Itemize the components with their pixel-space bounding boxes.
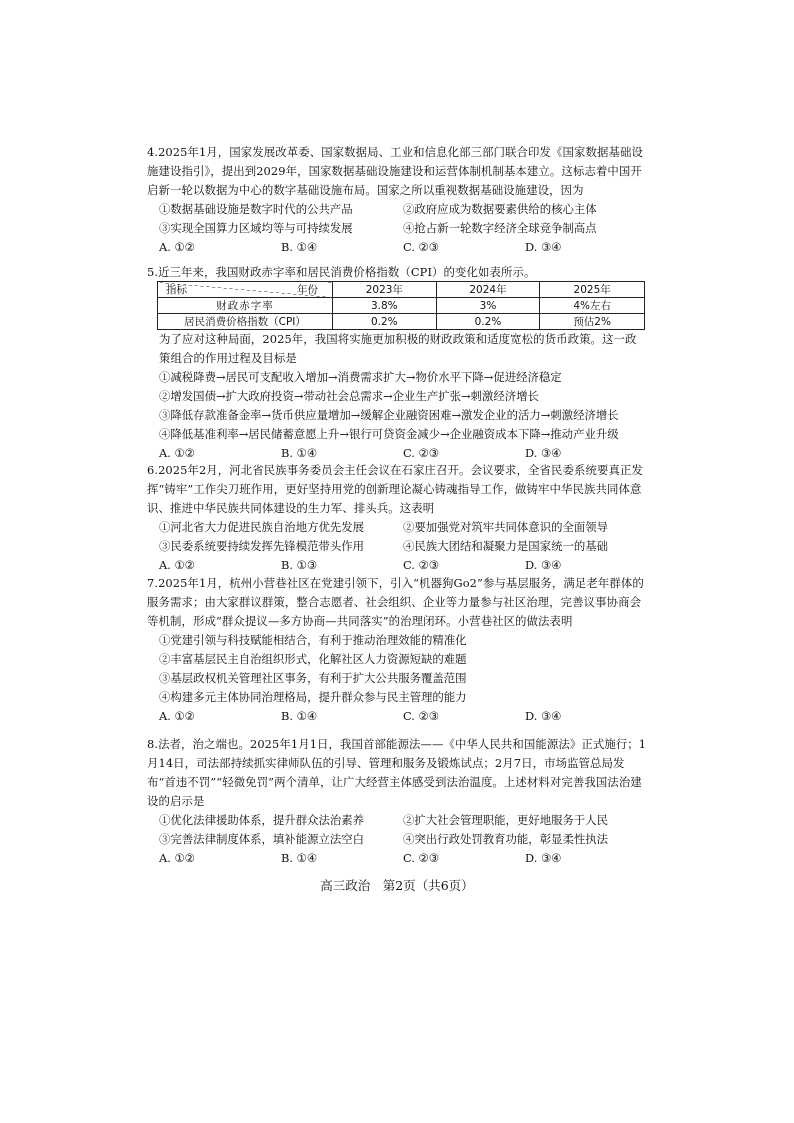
question-7-option-1: ①党建引领与科技赋能相结合，有利于推动治理效能的精准化 [159, 633, 467, 647]
year-header: 2024年 [436, 282, 540, 298]
answer-d: D. ③④ [525, 851, 562, 865]
question-5-stem: 5.近三年来，我国财政赤字率和居民消费价格指数（CPI）的变化如表所示。 [147, 265, 536, 279]
question-4-stem: 4.2025年1月，国家发展改革委、国家数据局、工业和信息化部三部门联合印发《国家数据基础设施建设指引》，提出到2029年，国家数据基础设施建设和运营体制机制基本建立。这标志着中国开启新一轮以数据为中心的数字基础设施布局。国家之所以重视数据基础设施建设，因为 [147, 145, 643, 197]
table-cell: 3.8% [333, 298, 437, 314]
table-cell: 3% [436, 298, 540, 314]
question-7-option-2: ②丰富基层民主自治组织形式，化解社区人力资源短缺的难题 [159, 652, 467, 666]
question-5-option-3: ③降低存款准备金率→货币供应量增加→缓解企业融资困难→激发企业的活力→刺激经济增长 [159, 408, 619, 422]
answer-b: B. ①③ [281, 558, 318, 572]
question-4-answers [159, 238, 647, 257]
question-4-option-1: ①数据基础设施是数字时代的公共产品 [159, 202, 353, 216]
question-6-stem: 6.2025年2月，河北省民族事务委员会主任会议在石家庄召开。会议要求，全省民委系统要真正发挥“铸牢”工作尖刀班作用，更好坚持用党的创新理论凝心铸魂指导工作，做铸牢中华民族共同体意识、推进中华民族共同体建设的生力军、排头兵。这表明 [147, 463, 643, 515]
answer-d: D. ③④ [525, 240, 562, 254]
answer-c: C. ②③ [403, 240, 439, 254]
answer-a: A. ①② [159, 446, 195, 460]
question-4-option-3: ③实现全国算力区域均等与可持续发展 [159, 221, 353, 235]
question-7 [147, 574, 647, 726]
row-label-cpi: 居民消费价格指数（CPI） [158, 314, 333, 330]
answer-a: A. ①② [159, 851, 195, 865]
question-7-option-3: ③基层政权机关管理社区事务，有利于扩大公共服务覆盖范围 [159, 671, 467, 685]
question-4-option-4: ④抢占新一轮数字经济全球竞争制高点 [403, 221, 597, 235]
question-8-answers [159, 849, 647, 868]
question-5-stem-2: 为了应对这种局面，2025年，我国将实施更加积极的财政政策和适度宽松的货币政策。这一政策组合的作用过程及目标是 [159, 332, 637, 365]
answer-c: C. ②③ [403, 709, 439, 723]
question-6 [147, 461, 647, 575]
answer-d: D. ③④ [525, 558, 562, 572]
year-header: 2023年 [333, 282, 437, 298]
question-7-option-4: ④构建多元主体协同治理格局，提升群众参与民主管理的能力 [159, 690, 467, 704]
answer-b: B. ①④ [281, 851, 318, 865]
question-4 [147, 143, 647, 257]
question-7-stem: 7.2025年1月，杭州小营巷社区在党建引领下，引入“机器狗Go2”参与基层服务，满足老年群体的服务需求；由大家群议群策，整合志愿者、社会组织、企业等力量参与社区治理，完善议事协商会等机制，形成“群众提议—多方协商—共同落实”的治理闭环。小营巷社区的做法表明 [147, 576, 644, 628]
question-6-answers [159, 556, 647, 575]
answer-b: B. ①④ [281, 446, 318, 460]
row-label-deficit: 财政赤字率 [158, 298, 333, 314]
corner-label-year: 年份 [297, 284, 318, 296]
question-5-option-2: ②增发国债→扩大政府投资→带动社会总需求→企业生产扩张→刺激经济增长 [159, 389, 539, 403]
question-5-option-1: ①减税降费→居民可支配收入增加→消费需求扩大→物价水平下降→促进经济稳定 [159, 370, 562, 384]
question-6-option-3: ③民委系统要持续发挥先锋模范带头作用 [159, 539, 365, 553]
question-8-option-3: ③完善法律制度体系，填补能源立法空白 [159, 832, 365, 846]
question-8 [147, 735, 647, 868]
cpi-deficit-table [157, 281, 645, 330]
question-4-option-2: ②政府应成为数据要素供给的核心主体 [403, 202, 597, 216]
answer-b: B. ①④ [281, 240, 318, 254]
question-7-answers [159, 707, 647, 726]
answer-c: C. ②③ [403, 558, 439, 572]
table-cell: 预估2% [540, 314, 645, 330]
answer-d: D. ③④ [525, 446, 562, 460]
answer-b: B. ①④ [281, 709, 318, 723]
question-8-stem: 8.法者，治之端也。2025年1月1日，我国首部能源法——《中华人民共和国能源法》正式施行；1月14日，司法部持续抓实律师队伍的引导、管理和服务及锻炼试点；2月7日，市场监管总局发布“首违不罚”“轻微免罚”两个清单，让广大经营主体感受到法治温度。上述材料对完善我国法治建设的启示是 [147, 737, 647, 808]
question-8-option-1: ①优化法律援助体系，提升群众法治素养 [159, 813, 365, 827]
question-8-option-2: ②扩大社会管理职能，更好地服务于人民 [403, 813, 609, 827]
answer-c: C. ②③ [403, 446, 439, 460]
question-5-body [147, 330, 647, 463]
question-6-option-4: ④民族大团结和凝聚力是国家统一的基础 [403, 539, 609, 553]
answer-a: A. ①② [159, 709, 195, 723]
answer-a: A. ①② [159, 240, 195, 254]
question-8-option-4: ④突出行政处罚教育功能，彰显柔性执法 [403, 832, 609, 846]
corner-label-indicator: 指标 [166, 284, 187, 296]
question-6-option-2: ②要加强党对筑牢共同体意识的全面领导 [403, 520, 609, 534]
table-corner [158, 282, 333, 298]
page-footer: 高三政治 第2页（共6页） [320, 878, 474, 893]
table-cell: 4%左右 [540, 298, 645, 314]
answer-d: D. ③④ [525, 709, 562, 723]
answer-c: C. ②③ [403, 851, 439, 865]
year-header: 2025年 [540, 282, 645, 298]
question-5 [147, 263, 647, 282]
answer-a: A. ①② [159, 558, 195, 572]
table-cell: 0.2% [436, 314, 540, 330]
question-5-option-4: ④降低基准利率→居民储蓄意愿上升→银行可贷资金减少→企业融资成本下降→推动产业升级 [159, 427, 619, 441]
question-6-option-1: ①河北省大力促进民族自治地方优先发展 [159, 520, 365, 534]
table-cell: 0.2% [333, 314, 437, 330]
